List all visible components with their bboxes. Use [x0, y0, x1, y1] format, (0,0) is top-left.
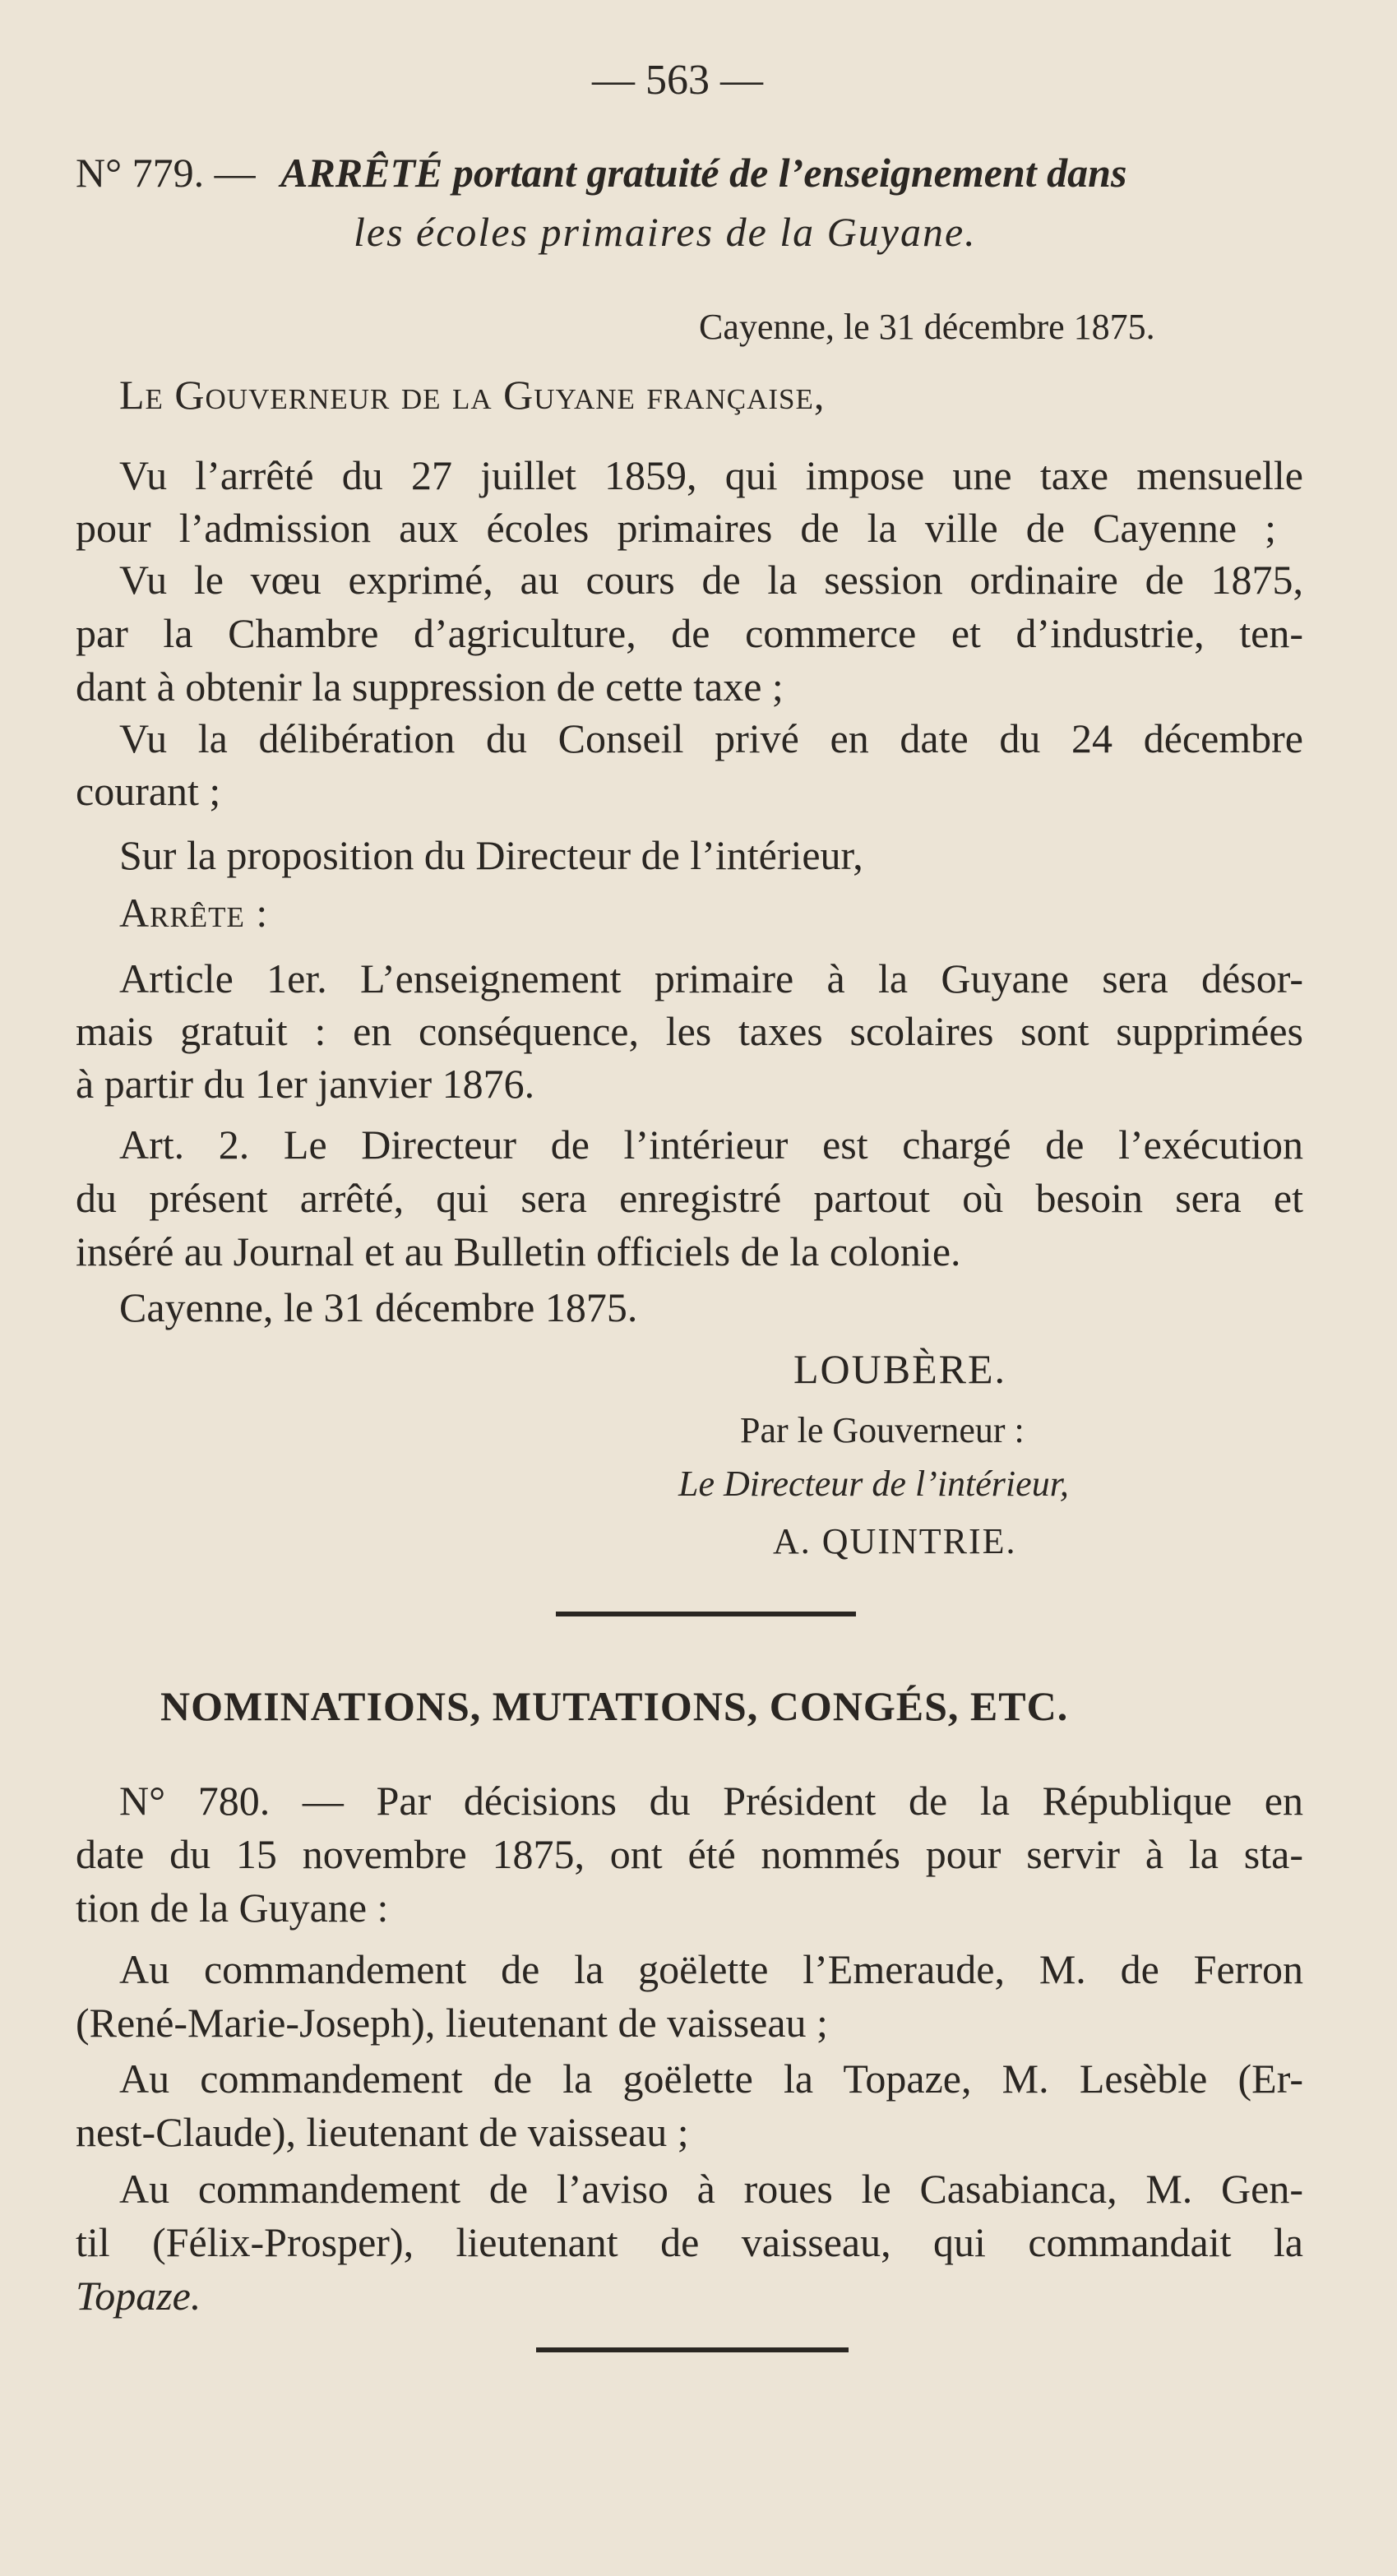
decision-line-7: Au commandement de l’aviso à roues le Casabianca, M. Gen- [119, 2166, 1303, 2212]
decision-line-4: (René-Marie-Joseph), lieutenant de vaisseau ; [76, 2000, 828, 2046]
decision-line-5: Au commandement de la goëlette la Topaze, M. Lesèble (Er- [119, 2056, 1303, 2102]
decree-line-10: mais gratuit : en conséquence, les taxes scolaires sont supprimées [76, 1008, 1303, 1054]
decree-line-9: Article 1er. L’enseignement primaire à la Guyane sera désor- [119, 955, 1303, 1001]
decree-line-0: Vu l’arrêté du 27 juillet 1859, qui impose une taxe mensuelle [119, 452, 1303, 498]
decision-line-3: Au commandement de la goëlette l’Emeraude, M. de Ferron [119, 1946, 1303, 1992]
decree-line-13: du présent arrêté, qui sera enregistré partout où besoin sera et [76, 1175, 1303, 1221]
decree-line-1: pour l’admission aux écoles primaires de la ville de Cayenne ; [76, 505, 1276, 551]
decision-line-9: Topaze. [76, 2273, 201, 2319]
decree-line-12: Art. 2. Le Directeur de l’intérieur est chargé de l’exécution [119, 1122, 1303, 1168]
decree-dateline: Cayenne, le 31 décembre 1875. [699, 307, 1155, 347]
decree-line-11: à partir du 1er janvier 1876. [76, 1061, 535, 1107]
decision-line-6: nest-Claude), lieutenant de vaisseau ; [76, 2109, 689, 2155]
decree-line-15: Cayenne, le 31 décembre 1875. [119, 1284, 638, 1330]
decree-line-8: Arrête : [119, 890, 269, 936]
signature-signer: A. QUINTRIE. [773, 1521, 1017, 1561]
decision-line-1: date du 15 novembre 1875, ont été nommés pour servir à la sta- [76, 1831, 1303, 1877]
decree-line-6: courant ; [76, 768, 221, 814]
section-title: NOMINATIONS, MUTATIONS, CONGÉS, ETC. [160, 1683, 1069, 1729]
decree-line-2: Vu le vœu exprimé, au cours de la session ordinaire de 1875, [119, 557, 1303, 603]
decision-line-2: tion de la Guyane : [76, 1885, 389, 1931]
decree-line-5: Vu la délibération du Conseil privé en date du 24 décembre [119, 715, 1303, 761]
separator-rule-1 [556, 1612, 856, 1616]
decree-number: N° 779. — [76, 150, 256, 196]
decree-line-3: par la Chambre d’agriculture, de commerce et d’industrie, ten- [76, 610, 1303, 656]
decree-line-7: Sur la proposition du Directeur de l’intérieur, [119, 832, 863, 878]
decree-title: ARRÊTÉ portant gratuité de l’enseignement dans [280, 150, 1127, 196]
signature-by: Par le Gouverneur : [740, 1410, 1025, 1450]
decision-line-0: N° 780. — Par décisions du Président de la République en [119, 1778, 1303, 1824]
decree-line-14: inséré au Journal et au Bulletin officiels de la colonie. [76, 1228, 961, 1274]
page-number: — 563 — [592, 57, 763, 104]
decree-title-line2: les écoles primaires de la Guyane. [354, 209, 977, 255]
decree-intro: Le Gouverneur de la Guyane française, [119, 372, 826, 418]
signature-role: Le Directeur de l’intérieur, [678, 1464, 1069, 1504]
signature-name: LOUBÈRE. [793, 1346, 1007, 1392]
decision-line-8: til (Félix-Prosper), lieutenant de vaisseau, qui commandait la [76, 2219, 1303, 2265]
separator-rule-2 [536, 2347, 849, 2352]
decree-title-line1 [76, 148, 1301, 197]
decree-line-4: dant à obtenir la suppression de cette taxe ; [76, 664, 784, 710]
